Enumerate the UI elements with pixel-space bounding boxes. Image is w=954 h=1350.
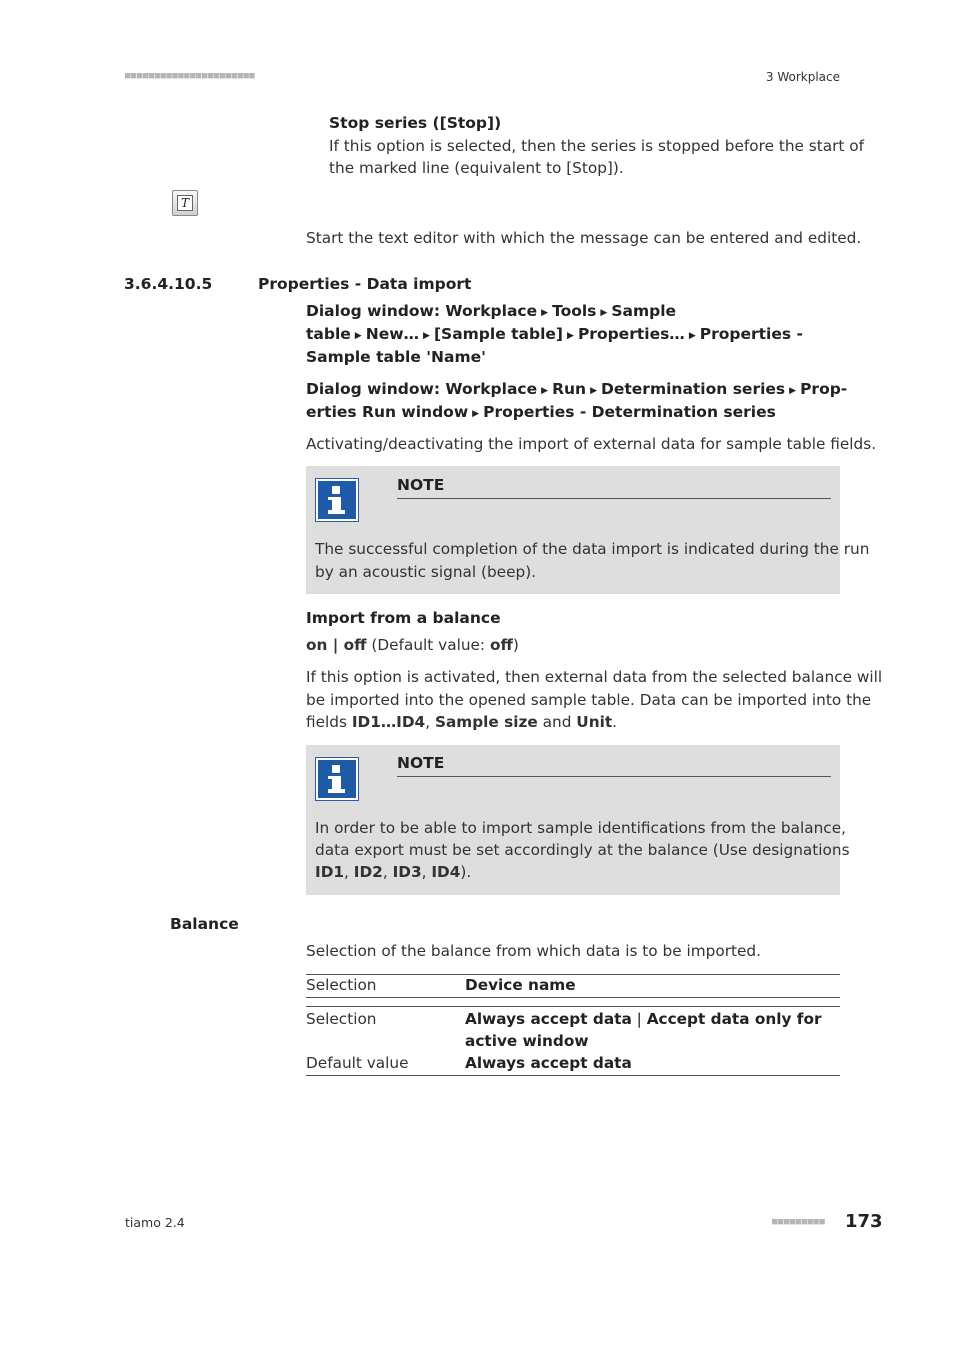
triangle-icon: ▶ <box>423 331 430 341</box>
info-icon <box>315 757 359 801</box>
header-decoration: ■■■■■■■■■■■■■■■■■■■■■■ <box>125 71 256 81</box>
triangle-icon: ▶ <box>789 386 797 396</box>
note-box-1 <box>306 466 870 594</box>
stop-series-desc-2: the marked line (equivalent to [Stop]). <box>329 159 624 177</box>
note1-line1: The successful completion of the data import is indicated during the run <box>315 540 870 558</box>
table-row2-value: Always accept data | Accept data only for <box>465 1010 822 1028</box>
info-icon <box>315 478 359 522</box>
path2-line1: Dialog window: Workplace ▶ Run ▶ Determination series ▶ Prop- <box>306 380 848 398</box>
footer-product: tiamo 2.4 <box>125 1215 185 1230</box>
import-balance-desc-1: If this option is activated, then external data from the selected balance will <box>306 668 883 686</box>
note-rule <box>397 498 831 499</box>
triangle-icon: ▶ <box>688 331 696 341</box>
path1-line3: Sample table 'Name' <box>306 348 486 366</box>
table-row2-value-cont: active window <box>465 1032 589 1050</box>
table-rule <box>306 997 840 998</box>
triangle-icon: ▶ <box>541 308 549 318</box>
path2-line2: erties Run window ▶ Properties - Determination series <box>306 403 776 421</box>
section-title: Properties - Data import <box>258 275 472 293</box>
import-balance-desc-3: fields ID1…ID4, Sample size and Unit. <box>306 713 618 731</box>
header-chapter: 3 Workplace <box>765 70 840 84</box>
note-box-2 <box>306 745 850 895</box>
triangle-icon: ▶ <box>354 331 362 341</box>
path1-line1: Dialog window: Workplace ▶ Tools ▶ Sample <box>306 302 677 320</box>
table-row3-label: Default value <box>306 1054 409 1072</box>
text-editor-desc: Start the text editor with which the message can be entered and edited. <box>306 229 862 247</box>
note-title: NOTE <box>397 476 445 494</box>
import-balance-desc-2: be imported into the opened sample table. Data can be imported into the <box>306 691 872 709</box>
table-row1-value: Device name <box>465 976 576 994</box>
text-editor-glyph: T <box>177 195 193 211</box>
note-rule <box>397 776 831 777</box>
stop-series-desc-1: If this option is selected, then the series is stopped before the start of <box>329 137 865 155</box>
note2-line2: data export must be set accordingly at the balance (Use designations <box>315 841 850 859</box>
import-balance-options: on | off (Default value: off) <box>306 636 519 654</box>
intro-text: Activating/deactivating the import of external data for sample table fields. <box>306 435 877 453</box>
table-rule <box>306 1006 840 1007</box>
footer-decoration: ■■■■■■■■■ <box>772 1217 826 1227</box>
path1-line2: table ▶ New… ▶ [Sample table] ▶ Properties… ▶ Properties - <box>306 325 803 343</box>
balance-title: Balance <box>170 915 239 933</box>
page-number: 173 <box>845 1211 883 1232</box>
table-row1-label: Selection <box>306 976 377 994</box>
balance-desc: Selection of the balance from which data is to be imported. <box>306 942 761 960</box>
table-rule-bottom <box>306 1075 840 1076</box>
section-number: 3.6.4.10.5 <box>124 275 213 293</box>
triangle-icon: ▶ <box>590 386 597 396</box>
import-balance-title: Import from a balance <box>306 609 501 627</box>
triangle-icon: ▶ <box>541 386 549 396</box>
triangle-icon: ▶ <box>600 308 608 318</box>
text-editor-icon[interactable] <box>172 190 198 216</box>
stop-series-title: Stop series ([Stop]) <box>329 114 502 132</box>
note-title: NOTE <box>397 754 445 772</box>
triangle-icon: ▶ <box>567 331 574 341</box>
table-row2-label: Selection <box>306 1010 377 1028</box>
note2-line1: In order to be able to import sample identifications from the balance, <box>315 819 846 837</box>
note2-line3: ID1, ID2, ID3, ID4). <box>315 863 472 881</box>
table-row3-value: Always accept data <box>465 1054 632 1072</box>
note1-line2: by an acoustic signal (beep). <box>315 563 537 581</box>
triangle-icon: ▶ <box>472 409 480 419</box>
